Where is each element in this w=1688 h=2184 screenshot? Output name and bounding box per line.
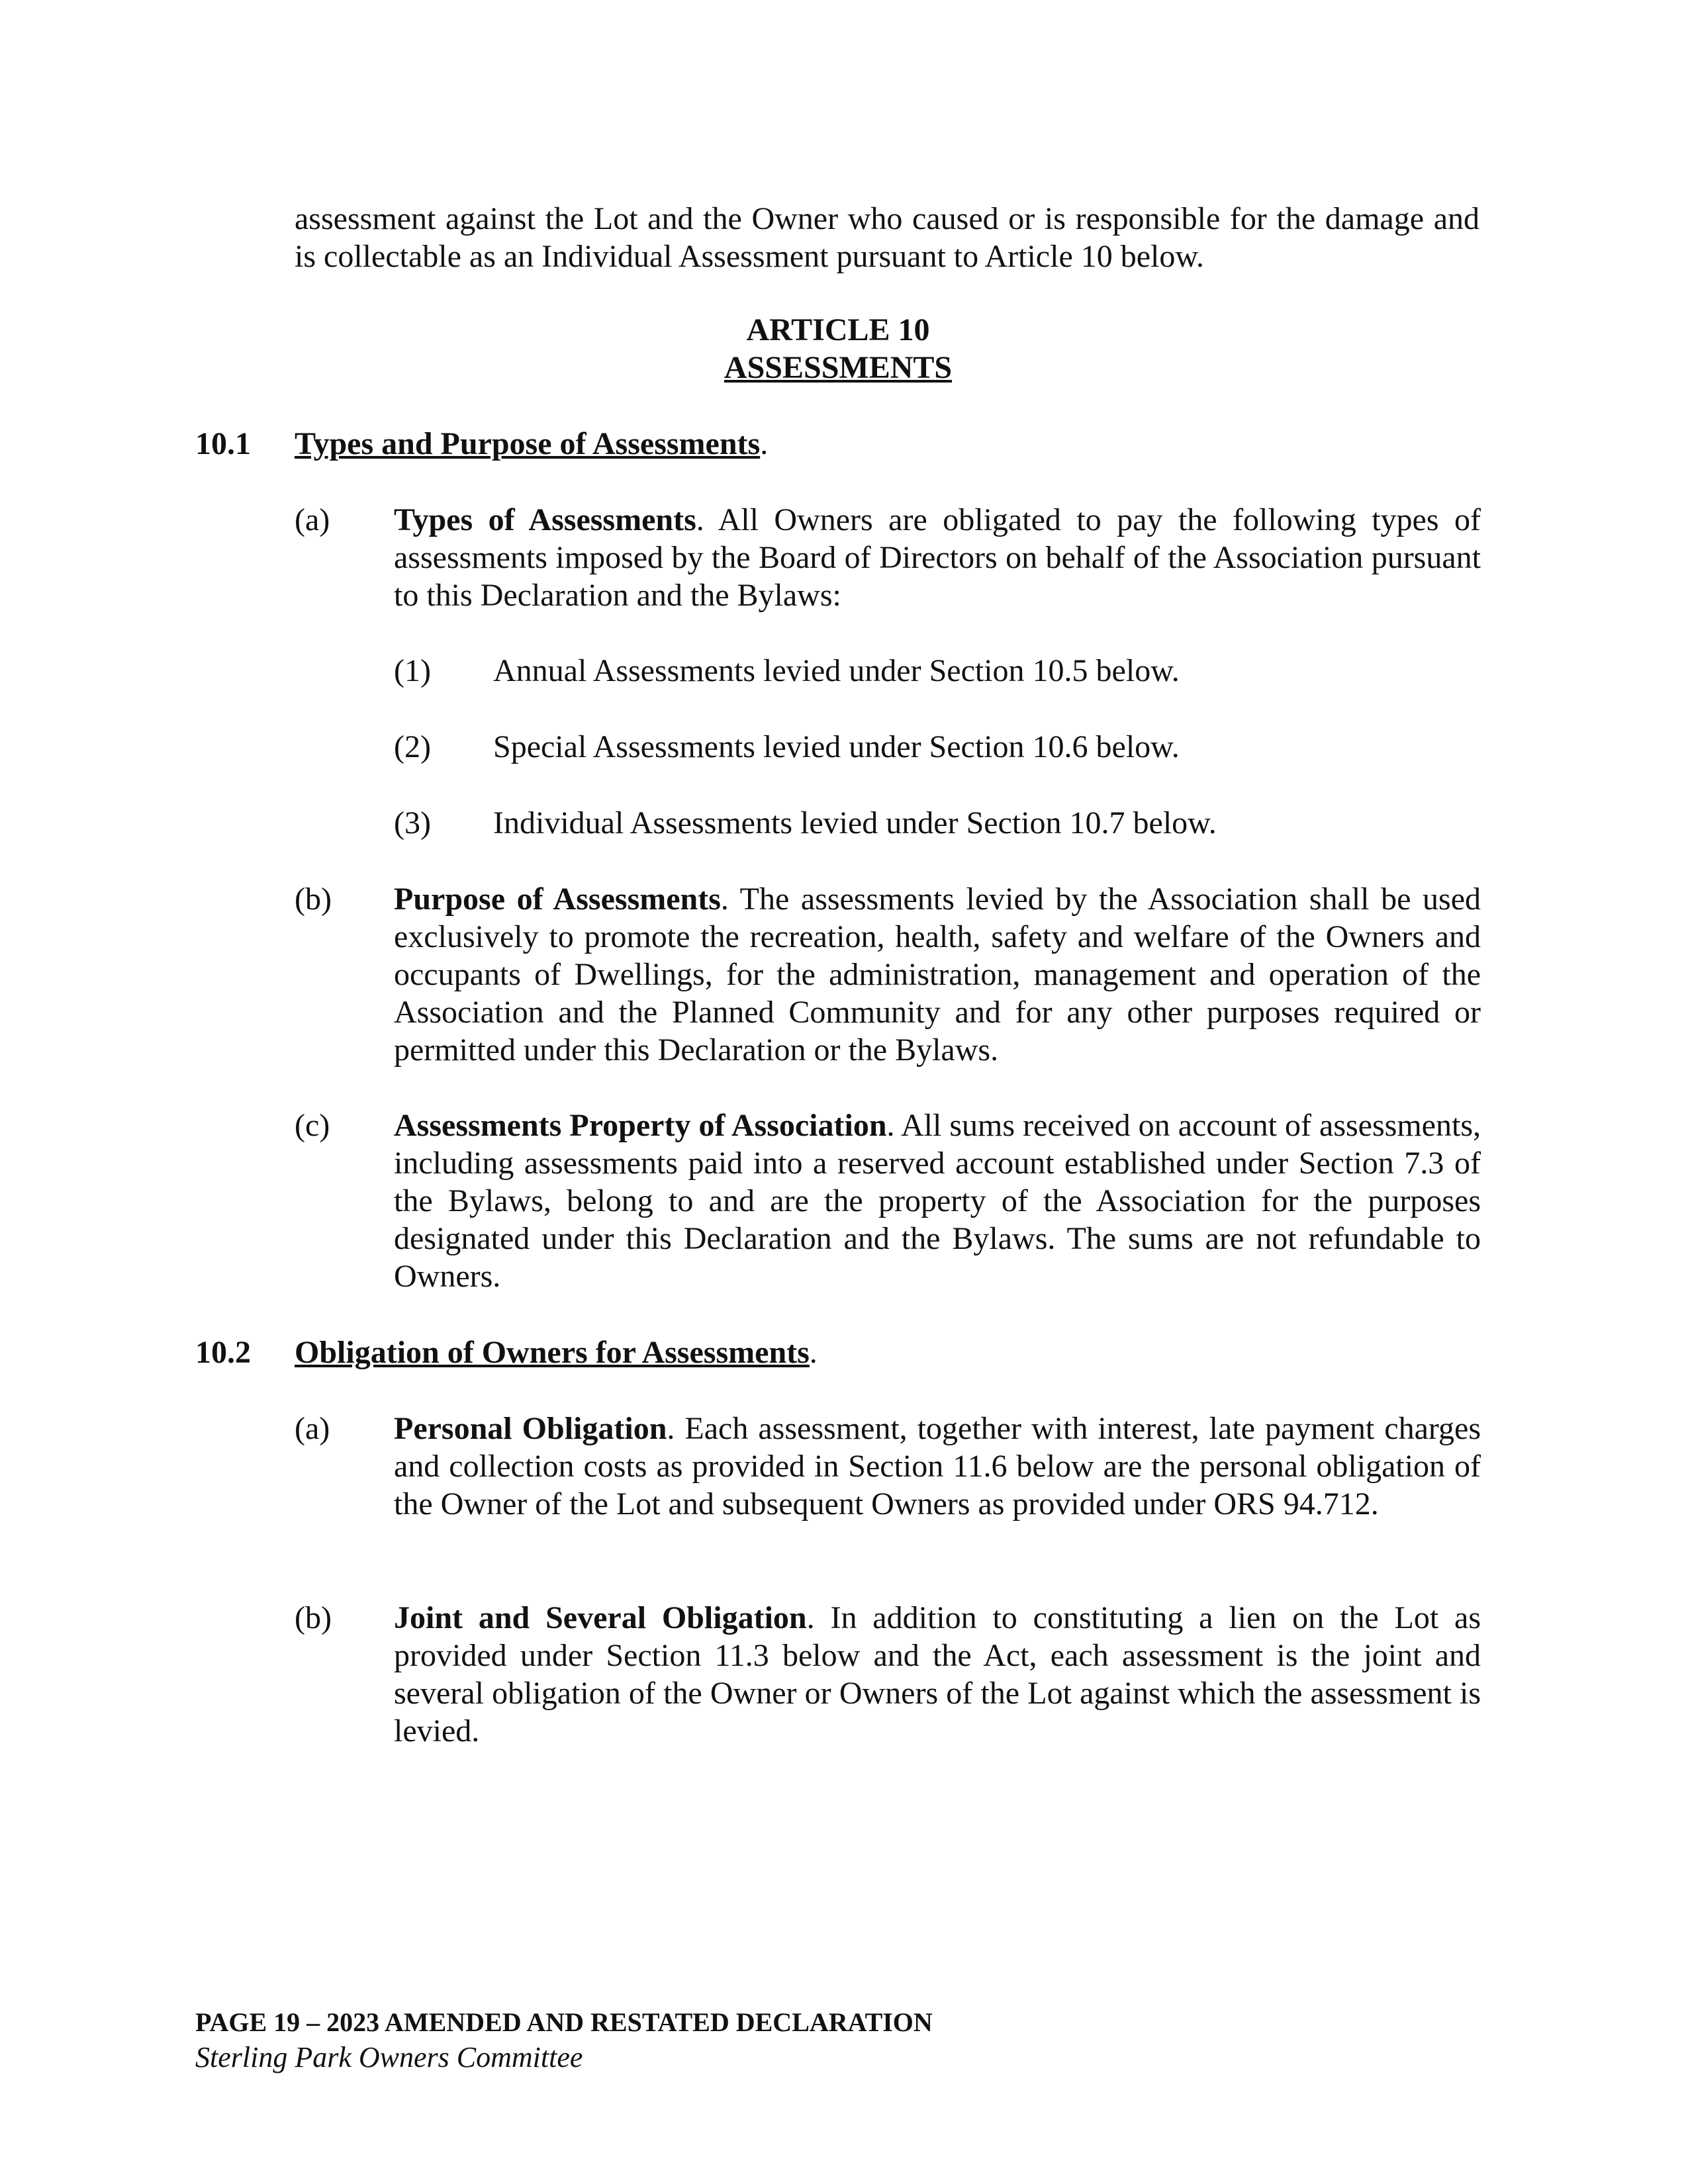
item-paragraph xyxy=(394,501,1481,614)
subitem-label: (2) xyxy=(394,729,431,764)
item-heading-period: . xyxy=(696,502,704,537)
subitem-text: Annual Assessments levied under Section 10.5 below. xyxy=(493,653,1180,688)
section-title-text: Types and Purpose of Assessments xyxy=(295,426,761,461)
item-label: (a) xyxy=(295,1411,330,1446)
item-heading-period: . xyxy=(667,1411,675,1446)
item-heading: Assessments Property of Association xyxy=(394,1108,887,1143)
subitem-label: (1) xyxy=(394,653,431,688)
subitem-text: Special Assessments levied under Section 10.6 below. xyxy=(493,729,1180,764)
item-paragraph xyxy=(394,1410,1481,1523)
section-title-text: Obligation of Owners for Assessments xyxy=(295,1335,810,1370)
section-title xyxy=(295,425,1420,463)
item-paragraph xyxy=(394,1599,1481,1750)
item-heading-period: . xyxy=(806,1600,815,1635)
item-heading-period: . xyxy=(720,882,729,917)
item-heading-period: . xyxy=(886,1108,895,1143)
item-text: All Owners are obligated to pay the following types of assessments imposed by the Board of Directors on behalf of the Association pursuant to this Declaration and the Bylaws: xyxy=(394,502,1481,613)
article-number: ARTICLE 10 xyxy=(746,312,930,347)
section-title-period: . xyxy=(809,1335,818,1370)
article-title-text: ASSESSMENTS xyxy=(724,350,953,385)
item-heading: Joint and Several Obligation xyxy=(394,1600,807,1635)
subitem-label: (3) xyxy=(394,805,431,841)
page-footer xyxy=(195,2005,1387,2075)
item-label: (b) xyxy=(295,882,332,917)
item-text: Each assessment, together with interest, late payment charges and collection costs as provided in Section 11.6 below are the personal obligation of the Owner of the Lot and subsequent Owners as provided under ORS 94.712. xyxy=(394,1411,1481,1522)
item-text: In addition to constituting a lien on the Lot as provided under Section 11.3 below and the Act, each assessment is the joint and several obligation of the Owner or Owners of the Lot against which the assessment is levied. xyxy=(394,1600,1481,1749)
footer-subtitle: Sterling Park Owners Committee xyxy=(195,2041,583,2073)
item-heading: Types of Assessments xyxy=(394,502,696,537)
item-heading: Personal Obligation xyxy=(394,1411,667,1446)
section-number: 10.2 xyxy=(195,1335,251,1370)
item-paragraph xyxy=(394,1107,1481,1295)
article-title xyxy=(295,349,1382,387)
item-label: (b) xyxy=(295,1600,332,1635)
section-title-period: . xyxy=(760,426,769,461)
section-number: 10.1 xyxy=(195,426,251,461)
item-paragraph xyxy=(394,880,1481,1069)
item-text: The assessments levied by the Association shall be used exclusively to promote the recreation, health, safety and welfare of the Owners and occupants of Dwellings, for the administration, management and operation of the Association and the Planned Community and for any other purposes required or permitted under this Declaration or the Bylaws. xyxy=(394,882,1481,1068)
intro-paragraph: assessment against the Lot and the Owner who caused or is responsible for the damage and is collectable as an Individual Assessment pursuant to Article 10 below. xyxy=(295,201,1479,274)
item-label: (a) xyxy=(295,502,330,537)
footer-title: PAGE 19 – 2023 AMENDED AND RESTATED DECLARATION xyxy=(195,2007,933,2037)
item-text: All sums received on account of assessments, including assessments paid into a reserved account established under Section 7.3 of the Bylaws, belong to and are the property of the Association for the purposes designated under this Declaration and the Bylaws. The sums are not refundable to Owners. xyxy=(394,1108,1481,1294)
subitem-text: Individual Assessments levied under Section 10.7 below. xyxy=(493,805,1217,841)
section-title xyxy=(295,1334,1420,1371)
item-label: (c) xyxy=(295,1108,330,1143)
item-heading: Purpose of Assessments xyxy=(394,882,721,917)
